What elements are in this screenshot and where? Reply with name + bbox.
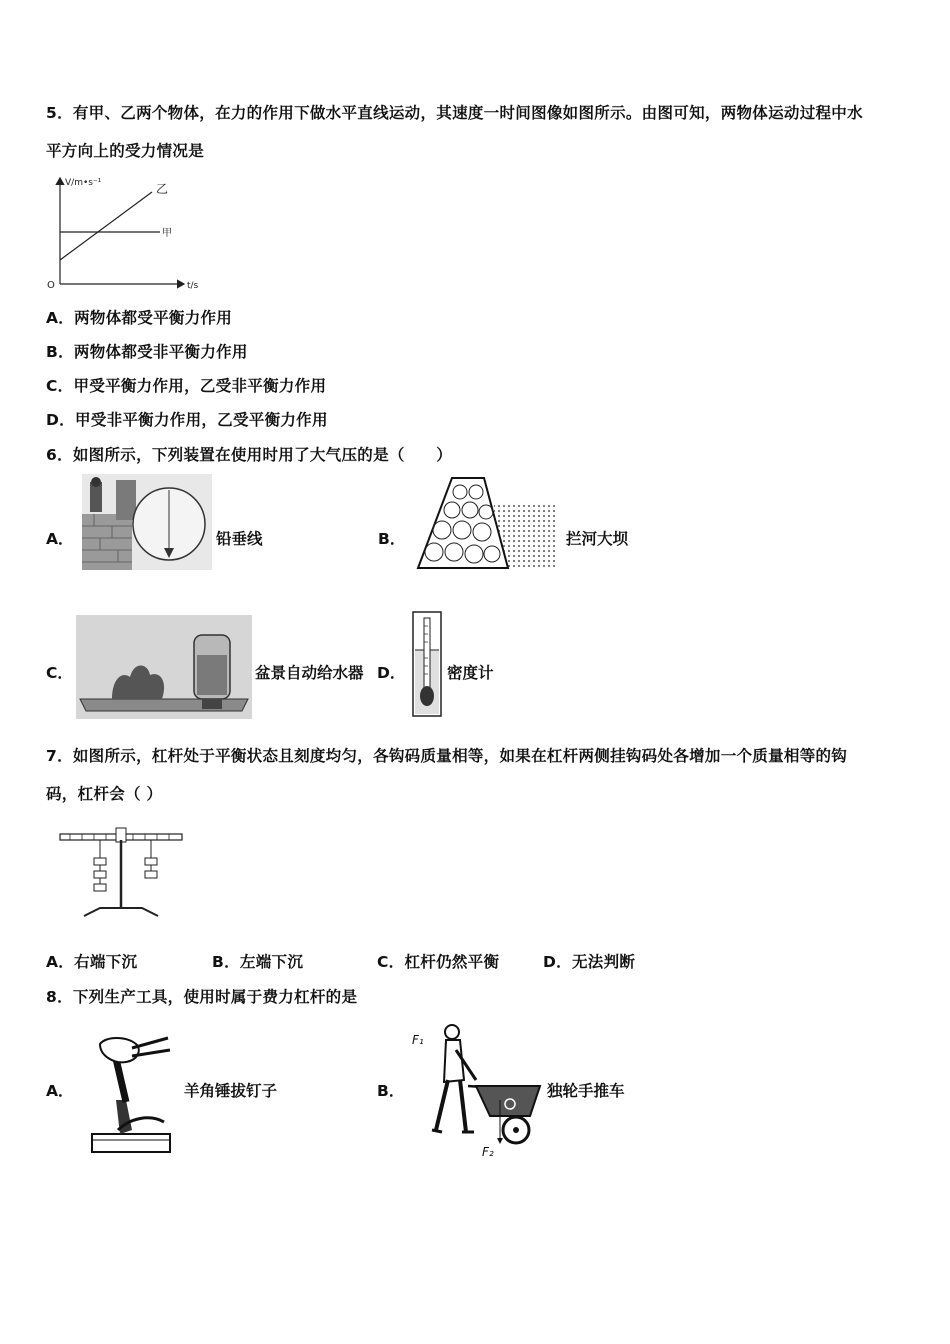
- q6-option-d-letter[interactable]: D．: [377, 664, 406, 682]
- velocity-time-graph: [44, 172, 204, 294]
- q7-option-c[interactable]: C．杠杆仍然平衡: [377, 953, 500, 971]
- q5-stem-line2: 平方向上的受力情况是: [46, 142, 205, 160]
- claw-hammer-image: [86, 1030, 174, 1156]
- wheelbarrow-image: [406, 1020, 546, 1160]
- q5-option-c[interactable]: C．甲受平衡力作用，乙受非平衡力作用: [46, 377, 327, 395]
- line-yi: [60, 192, 152, 260]
- q8-option-a-letter[interactable]: A．: [46, 1082, 74, 1100]
- auto-waterer-image: [76, 615, 252, 719]
- q6-option-c-caption: 盆景自动给水器: [255, 664, 364, 682]
- q8-option-b-letter[interactable]: B．: [377, 1082, 405, 1100]
- q6-option-c-letter[interactable]: C．: [46, 664, 73, 682]
- q6-option-b-caption: 拦河大坝: [566, 530, 629, 548]
- force-f2-label: F₂: [482, 1145, 494, 1159]
- plumb-line-image: [82, 474, 212, 570]
- hydrometer-image: [410, 610, 444, 718]
- q6-option-a-caption: 铅垂线: [216, 530, 263, 548]
- q5-option-a[interactable]: A．两物体都受平衡力作用: [46, 309, 233, 327]
- dam-image: [412, 474, 560, 570]
- q6-option-b-letter[interactable]: B．: [378, 530, 406, 548]
- q6-option-a-letter[interactable]: A．: [46, 530, 74, 548]
- label-yi: 乙: [156, 182, 169, 196]
- q8-stem: 8．下列生产工具，使用时属于费力杠杆的是: [46, 988, 358, 1006]
- label-jia: 甲: [162, 228, 172, 239]
- y-axis-label: V/m•s⁻¹: [65, 178, 102, 188]
- q5-option-b[interactable]: B．两物体都受非平衡力作用: [46, 343, 248, 361]
- q7-option-a[interactable]: A．右端下沉: [46, 953, 138, 971]
- q8-option-b-caption: 独轮手推车: [547, 1082, 625, 1100]
- q7-option-b[interactable]: B．左端下沉: [212, 953, 304, 971]
- origin-label: O: [47, 280, 55, 291]
- q6-stem: 6．如图所示，下列装置在使用时用了大气压的是（ ）: [46, 446, 453, 464]
- q8-option-a-caption: 羊角锤拔钉子: [184, 1082, 278, 1100]
- q6-option-d-caption: 密度计: [447, 664, 494, 682]
- q5-option-d[interactable]: D．甲受非平衡力作用，乙受平衡力作用: [46, 411, 328, 429]
- q7-stem-line1: 7．如图所示，杠杆处于平衡状态且刻度均匀，各钩码质量相等，如果在杠杆两侧挂钩码处各增加一个质量相等的钩: [46, 747, 848, 765]
- q7-option-d[interactable]: D．无法判断: [543, 953, 636, 971]
- q5-stem-line1: 5．有甲、乙两个物体，在力的作用下做水平直线运动，其速度一时间图像如图所示。由图可知，两物体运动过程中水: [46, 104, 863, 122]
- lever-balance-diagram: [56, 824, 188, 920]
- x-axis-label: t/s: [187, 281, 199, 291]
- q7-stem-line2: 码，杠杆会（ ）: [46, 785, 163, 803]
- force-f1-label: F₁: [412, 1033, 424, 1047]
